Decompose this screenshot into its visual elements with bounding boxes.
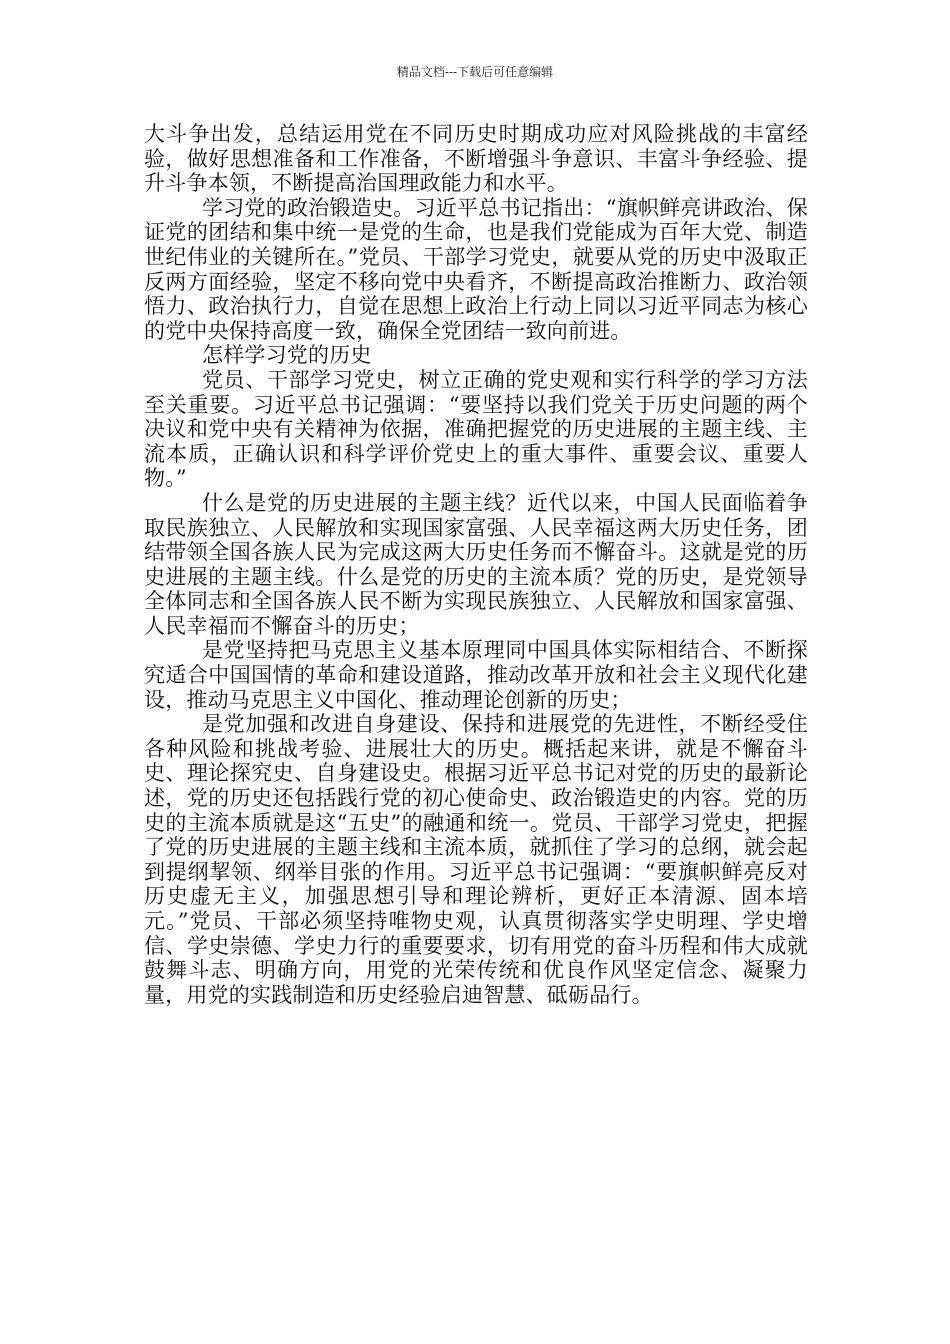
page-header: 精品文档---下载后可任意编辑 <box>396 65 554 79</box>
paragraph-3: 党员、干部学习党史，树立正确的党史观和实行科学的学习方法至关重要。习近平总书记强调：“要坚持以我们党关于历史问题的两个决议和党中央有关精神为依据，准确把握党的历史进展的主题主线、主流本质，正确认识和科学评价党史上的重大事件、重要会议、重要人物。” <box>144 367 808 491</box>
paragraph-4: 什么是党的历史进展的主题主线？近代以来，中国人民面临着争取民族独立、人民解放和实现国家富强、人民幸福这两大历史任务，团结带领全国各族人民为完成这两大历史任务而不懈奋斗。这就是党的历史进展的主题主线。什么是党的历史的主流本质？党的历史，是党领导全体同志和全国各族人民不断为实现民族独立、人民解放和国家富强、人民幸福而不懈奋斗的历史； <box>144 490 808 638</box>
paragraph-2: 学习党的政治锻造史。习近平总书记指出：“旗帜鲜亮讲政治、保证党的团结和集中统一是党的生命，也是我们党能成为百年大党、制造世纪伟业的关键所在。”党员、干部学习党史，就要从党的历史中汲取正反两方面经验，坚定不移向党中央看齐，不断提高政治推断力、政治领悟力、政治执行力，自觉在思想上政治上行动上同以习近平同志为核心的党中央保持高度一致，确保全党团结一致向前进。 <box>144 195 808 343</box>
paragraph-1: 大斗争出发，总结运用党在不同历史时期成功应对风险挑战的丰富经验，做好思想准备和工作准备，不断增强斗争意识、丰富斗争经验、提升斗争本领，不断提高治国理政能力和水平。 <box>144 122 808 196</box>
paragraph-5: 是党坚持把马克思主义基本原理同中国具体实际相结合、不断探究适合中国国情的革命和建设道路，推动改革开放和社会主义现代化建设，推动马克思主义中国化、推动理论创新的历史； <box>144 638 808 712</box>
paragraph-6: 是党加强和改进自身建设、保持和进展党的先进性，不断经受住各种风险和挑战考验、进展壮大的历史。概括起来讲，就是不懈奋斗史、理论探究史、自身建设史。根据习近平总书记对党的历史的最新论述，党的历史还包括践行党的初心使命史、政治锻造史的内容。党的历史的主流本质就是这“五史”的融通和统一。党员、干部学习党史，把握了党的历史进展的主题主线和主流本质，就抓住了学习的总纲，就会起到提纲挈领、纲举目张的作用。习近平总书记强调：“要旗帜鲜亮反对历史虚无主义，加强思想引导和理论辨析，更好正本清源、固本培元。”党员、干部必须坚持唯物史观，认真贯彻落实学史明理、学史增信、学史崇德、学史力行的重要要求，切有用党的奋斗历程和伟大成就鼓舞斗志、明确方向，用党的光荣传统和优良作风坚定信念、凝聚力量，用党的实践制造和历史经验启迪智慧、砥砺品行。 <box>144 712 808 1007</box>
section-heading: 怎样学习党的历史 <box>202 343 372 368</box>
document-body <box>144 122 808 1007</box>
